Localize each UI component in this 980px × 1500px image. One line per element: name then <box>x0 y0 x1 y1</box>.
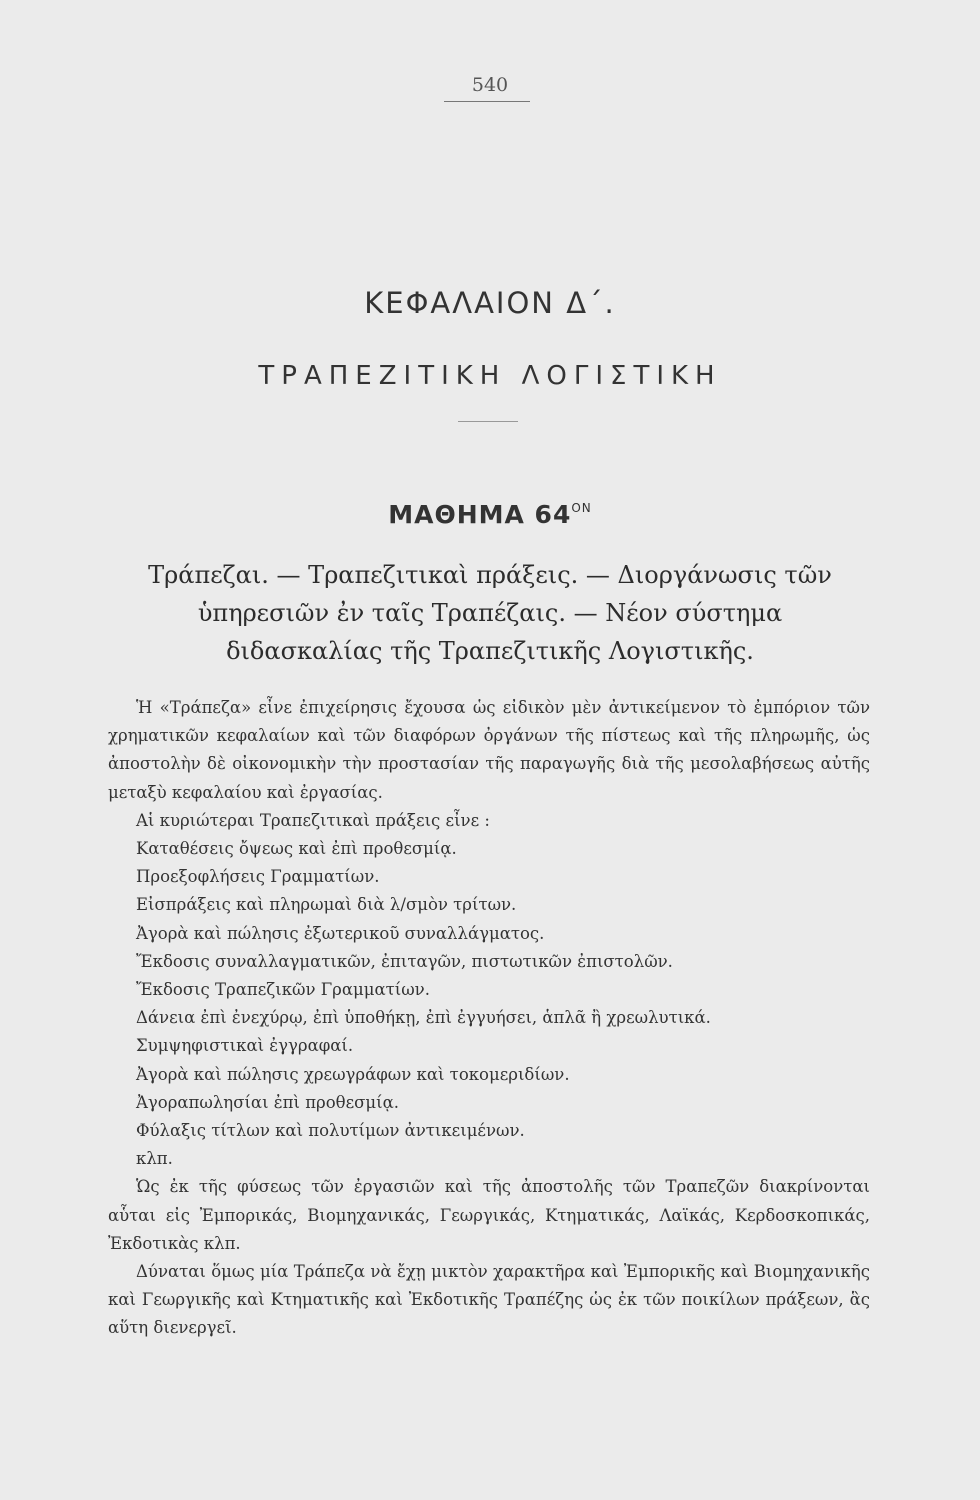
chapter-subtitle: ΤΡΑΠΕΖΙΤΙΚΗ ΛΟΓΙΣΤΙΚΗ <box>258 361 722 391</box>
classification-paragraph: Ὡς ἐκ τῆς φύσεως τῶν ἐργασιῶν καὶ τῆς ἀποστολῆς τῶν Τραπεζῶν διακρίνονται αὗται εἰς Ἐμπορικάς, Βιομηχανικάς, Γεωργικάς, Κτηματικάς, Λαϊκάς, Κερδοσκοπικάς, Ἐκδοτικὰς κλπ. <box>108 1177 870 1253</box>
operations-list <box>108 835 870 1173</box>
lesson-title-suffix: ON <box>571 501 592 515</box>
mixed-character-paragraph: Δύναται ὅμως μία Τράπεζα νὰ ἔχῃ μικτὸν χαρακτῆρα καὶ Ἐμπορικῆς καὶ Βιομηχανικῆς καὶ Γεωργικῆς καὶ Κτηματικῆς καὶ Ἐκδοτικῆς Τραπέζης ὡς ἐκ τῶν ποικίλων πράξεων, ἃς αὕτη διενεργεῖ. <box>108 1262 870 1338</box>
operation-item: Ἔκδοσις Τραπεζικῶν Γραμματίων. <box>136 980 430 1000</box>
operation-item: Συμψηφιστικαὶ ἐγγραφαί. <box>136 1036 354 1056</box>
page-number-rule <box>444 101 530 102</box>
body-text <box>108 694 870 1343</box>
chapter-title: ΚΕΦΑΛΑΙΟΝ Δ΄. <box>364 286 616 320</box>
operation-item: Καταθέσεις ὄψεως καὶ ἐπὶ προθεσμίᾳ. <box>136 839 457 859</box>
operation-item: Ἀγορὰ καὶ πώλησις χρεωγράφων καὶ τοκομεριδίων. <box>136 1064 570 1084</box>
operation-item: Προεξοφλήσεις Γραμματίων. <box>136 867 380 887</box>
intro-paragraph: Ἡ «Τράπεζα» εἶνε ἐπιχείρησις ἔχουσα ὡς εἰδικὸν μὲν ἀντικείμενον τὸ ἐμπόριον τῶν χρηματικῶν κεφαλαίων καὶ τῶν διαφόρων ὀργάνων τῆς πίστεως καὶ τῆς πληρωμῆς, ὡς ἀποστολὴν δὲ οἰκονομικὴν τὴν προστασίαν τῆς παραγωγῆς διὰ τῆς μεσολαβήσεως αὐτῆς μεταξὺ κεφαλαίου καὶ ἐργασίας. <box>108 698 870 802</box>
operation-item: Εἰσπράξεις καὶ πληρωμαὶ διὰ λ/σμὸν τρίτων. <box>136 895 517 915</box>
lesson-title <box>0 500 980 529</box>
operation-item: Δάνεια ἐπὶ ἐνεχύρῳ, ἐπὶ ὑποθήκῃ, ἐπὶ ἐγγυήσει, ἁπλᾶ ἢ χρεωλυτικά. <box>136 1008 711 1028</box>
operations-intro: Αἱ κυριώτεραι Τραπεζιτικαὶ πράξεις εἶνε : <box>136 810 490 830</box>
operation-item: Ἔκδοσις συναλλαγματικῶν, ἐπιταγῶν, πιστωτικῶν ἐπιστολῶν. <box>136 951 673 971</box>
lesson-topics: Τράπεζαι. — Τραπεζιτικαὶ πράξεις. — Διοργάνωσις τῶν ὑπηρεσιῶν ἐν ταῖς Τραπέζαις. — Νέον σύστημα διδασκαλίας τῆς Τραπεζιτικῆς Λογιστικῆς. <box>148 561 832 665</box>
operation-item: κλπ. <box>136 1149 173 1169</box>
chapter-divider <box>458 421 518 422</box>
operation-item: Φύλαξις τίτλων καὶ πολυτίμων ἀντικειμένων. <box>136 1121 525 1141</box>
page-number: 540 <box>471 74 509 96</box>
lesson-title-text: ΜΑΘΗΜΑ 64 <box>388 500 572 529</box>
operation-item: Ἀγορὰ καὶ πώλησις ἐξωτερικοῦ συναλλάγματος. <box>136 923 545 943</box>
operation-item: Ἀγοραπωλησίαι ἐπὶ προθεσμίᾳ. <box>136 1092 400 1112</box>
